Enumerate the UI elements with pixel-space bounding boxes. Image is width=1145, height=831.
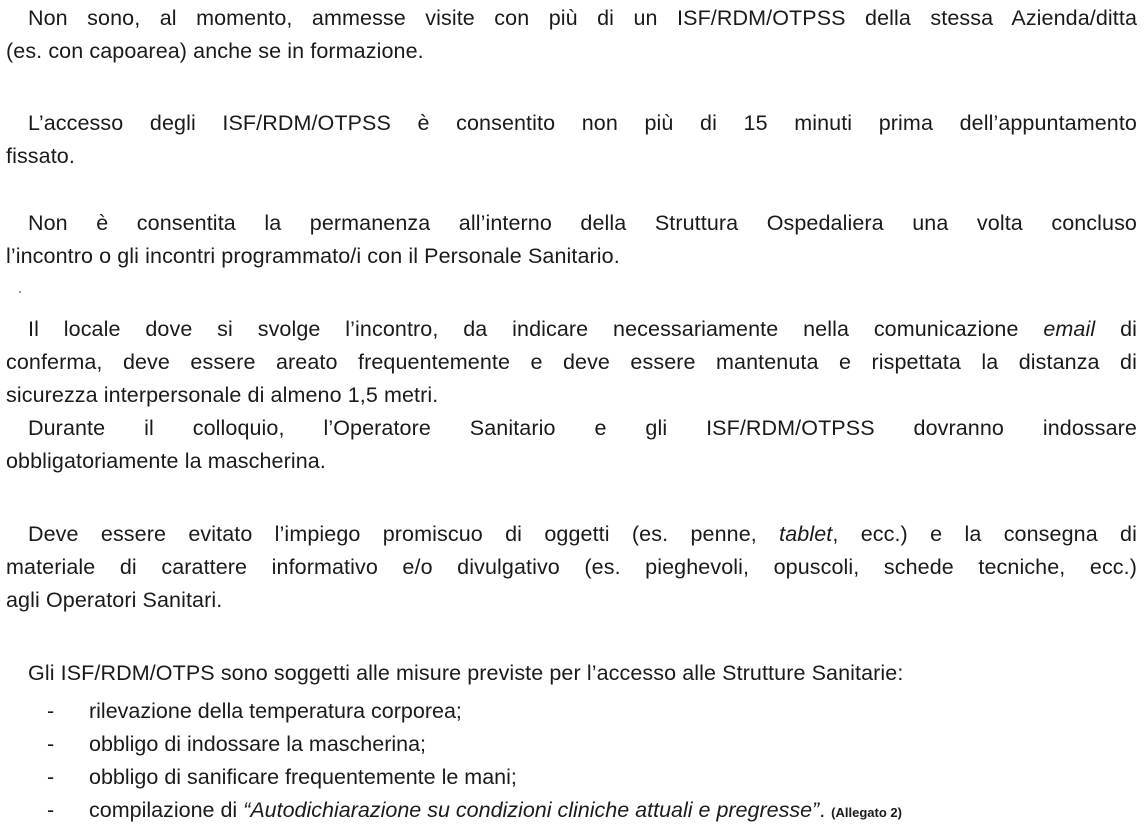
paragraph-line: Durante il colloquio, l’Operatore Sanitario e gli ISF/RDM/OTPSS dovranno indossare — [28, 416, 1137, 440]
emphasis-autodichiarazione: “Autodichiarazione su condizioni cliniche attuali e pregresse” — [243, 798, 820, 822]
scan-speck — [19, 291, 21, 293]
paragraph-line: Non sono, al momento, ammesse visite con più di un ISF/RDM/OTPSS della stessa Azienda/ditta — [28, 6, 1137, 30]
list-item-text: obbligo di sanificare frequentemente le mani; — [89, 765, 517, 789]
bullet-dash: - — [47, 765, 55, 789]
allegato-note: (Allegato 2) — [831, 805, 902, 820]
list-item-text: rilevazione della temperatura corporea; — [89, 699, 462, 723]
text-run: di — [1095, 317, 1137, 341]
paragraph-line: (es. con capoarea) anche se in formazione. — [6, 39, 424, 63]
text-run: . — [819, 798, 832, 822]
paragraph-line: agli Operatori Sanitari. — [6, 588, 223, 612]
text-run: Deve essere evitato l’impiego promiscuo di oggetti (es. penne, — [28, 522, 780, 546]
list-item-text: obbligo di indossare la mascherina; — [89, 732, 427, 756]
text-run: compilazione di — [89, 798, 244, 822]
emphasis-tablet: tablet — [779, 522, 833, 546]
text-run: , ecc.) e la consegna di — [832, 522, 1137, 546]
paragraph-line: Non è consentita la permanenza all’interno della Struttura Ospedaliera una volta concluso — [28, 211, 1137, 235]
paragraph-line — [6, 313, 1137, 346]
paragraph-line: obbligatoriamente la mascherina. — [6, 449, 326, 473]
paragraph-line: Gli ISF/RDM/OTPS sono soggetti alle misure previste per l’accesso alle Strutture Sanitarie: — [28, 661, 904, 685]
paragraph-line: materiale di carattere informativo e/o divulgativo (es. pieghevoli, opuscoli, schede tecniche, ecc.) — [6, 555, 1137, 579]
paragraph-accesso — [6, 107, 1137, 173]
paragraph-line: l’incontro o gli incontri programmato/i con il Personale Sanitario. — [6, 244, 620, 268]
paragraph-misure-intro — [6, 657, 1137, 690]
bullet-dash: - — [47, 699, 55, 723]
measures-list — [0, 695, 1145, 827]
text-run: Il locale dove si svolge l’incontro, da indicare necessariamente nella comunicazione — [28, 317, 1044, 341]
paragraph-oggetti — [6, 518, 1137, 617]
paragraph-line: conferma, deve essere areato frequentemente e deve essere mantenuta e rispettata la distanza di — [6, 350, 1137, 374]
list-item — [0, 695, 1145, 728]
bullet-dash: - — [47, 732, 55, 756]
paragraph-visite — [6, 2, 1137, 68]
emphasis-email: email — [1043, 317, 1096, 341]
bullet-dash: - — [47, 798, 55, 822]
paragraph-line: fissato. — [6, 144, 75, 168]
list-item — [0, 794, 1145, 827]
list-item-text — [89, 794, 902, 829]
paragraph-line: sicurezza interpersonale di almeno 1,5 metri. — [6, 383, 439, 407]
paragraph-permanenza — [6, 207, 1137, 273]
paragraph-line — [6, 518, 1137, 551]
paragraph-locale — [6, 313, 1137, 478]
list-item — [0, 761, 1145, 794]
paragraph-line: L’accesso degli ISF/RDM/OTPSS è consentito non più di 15 minuti prima dell’appuntamento — [28, 111, 1137, 135]
list-item — [0, 728, 1145, 761]
